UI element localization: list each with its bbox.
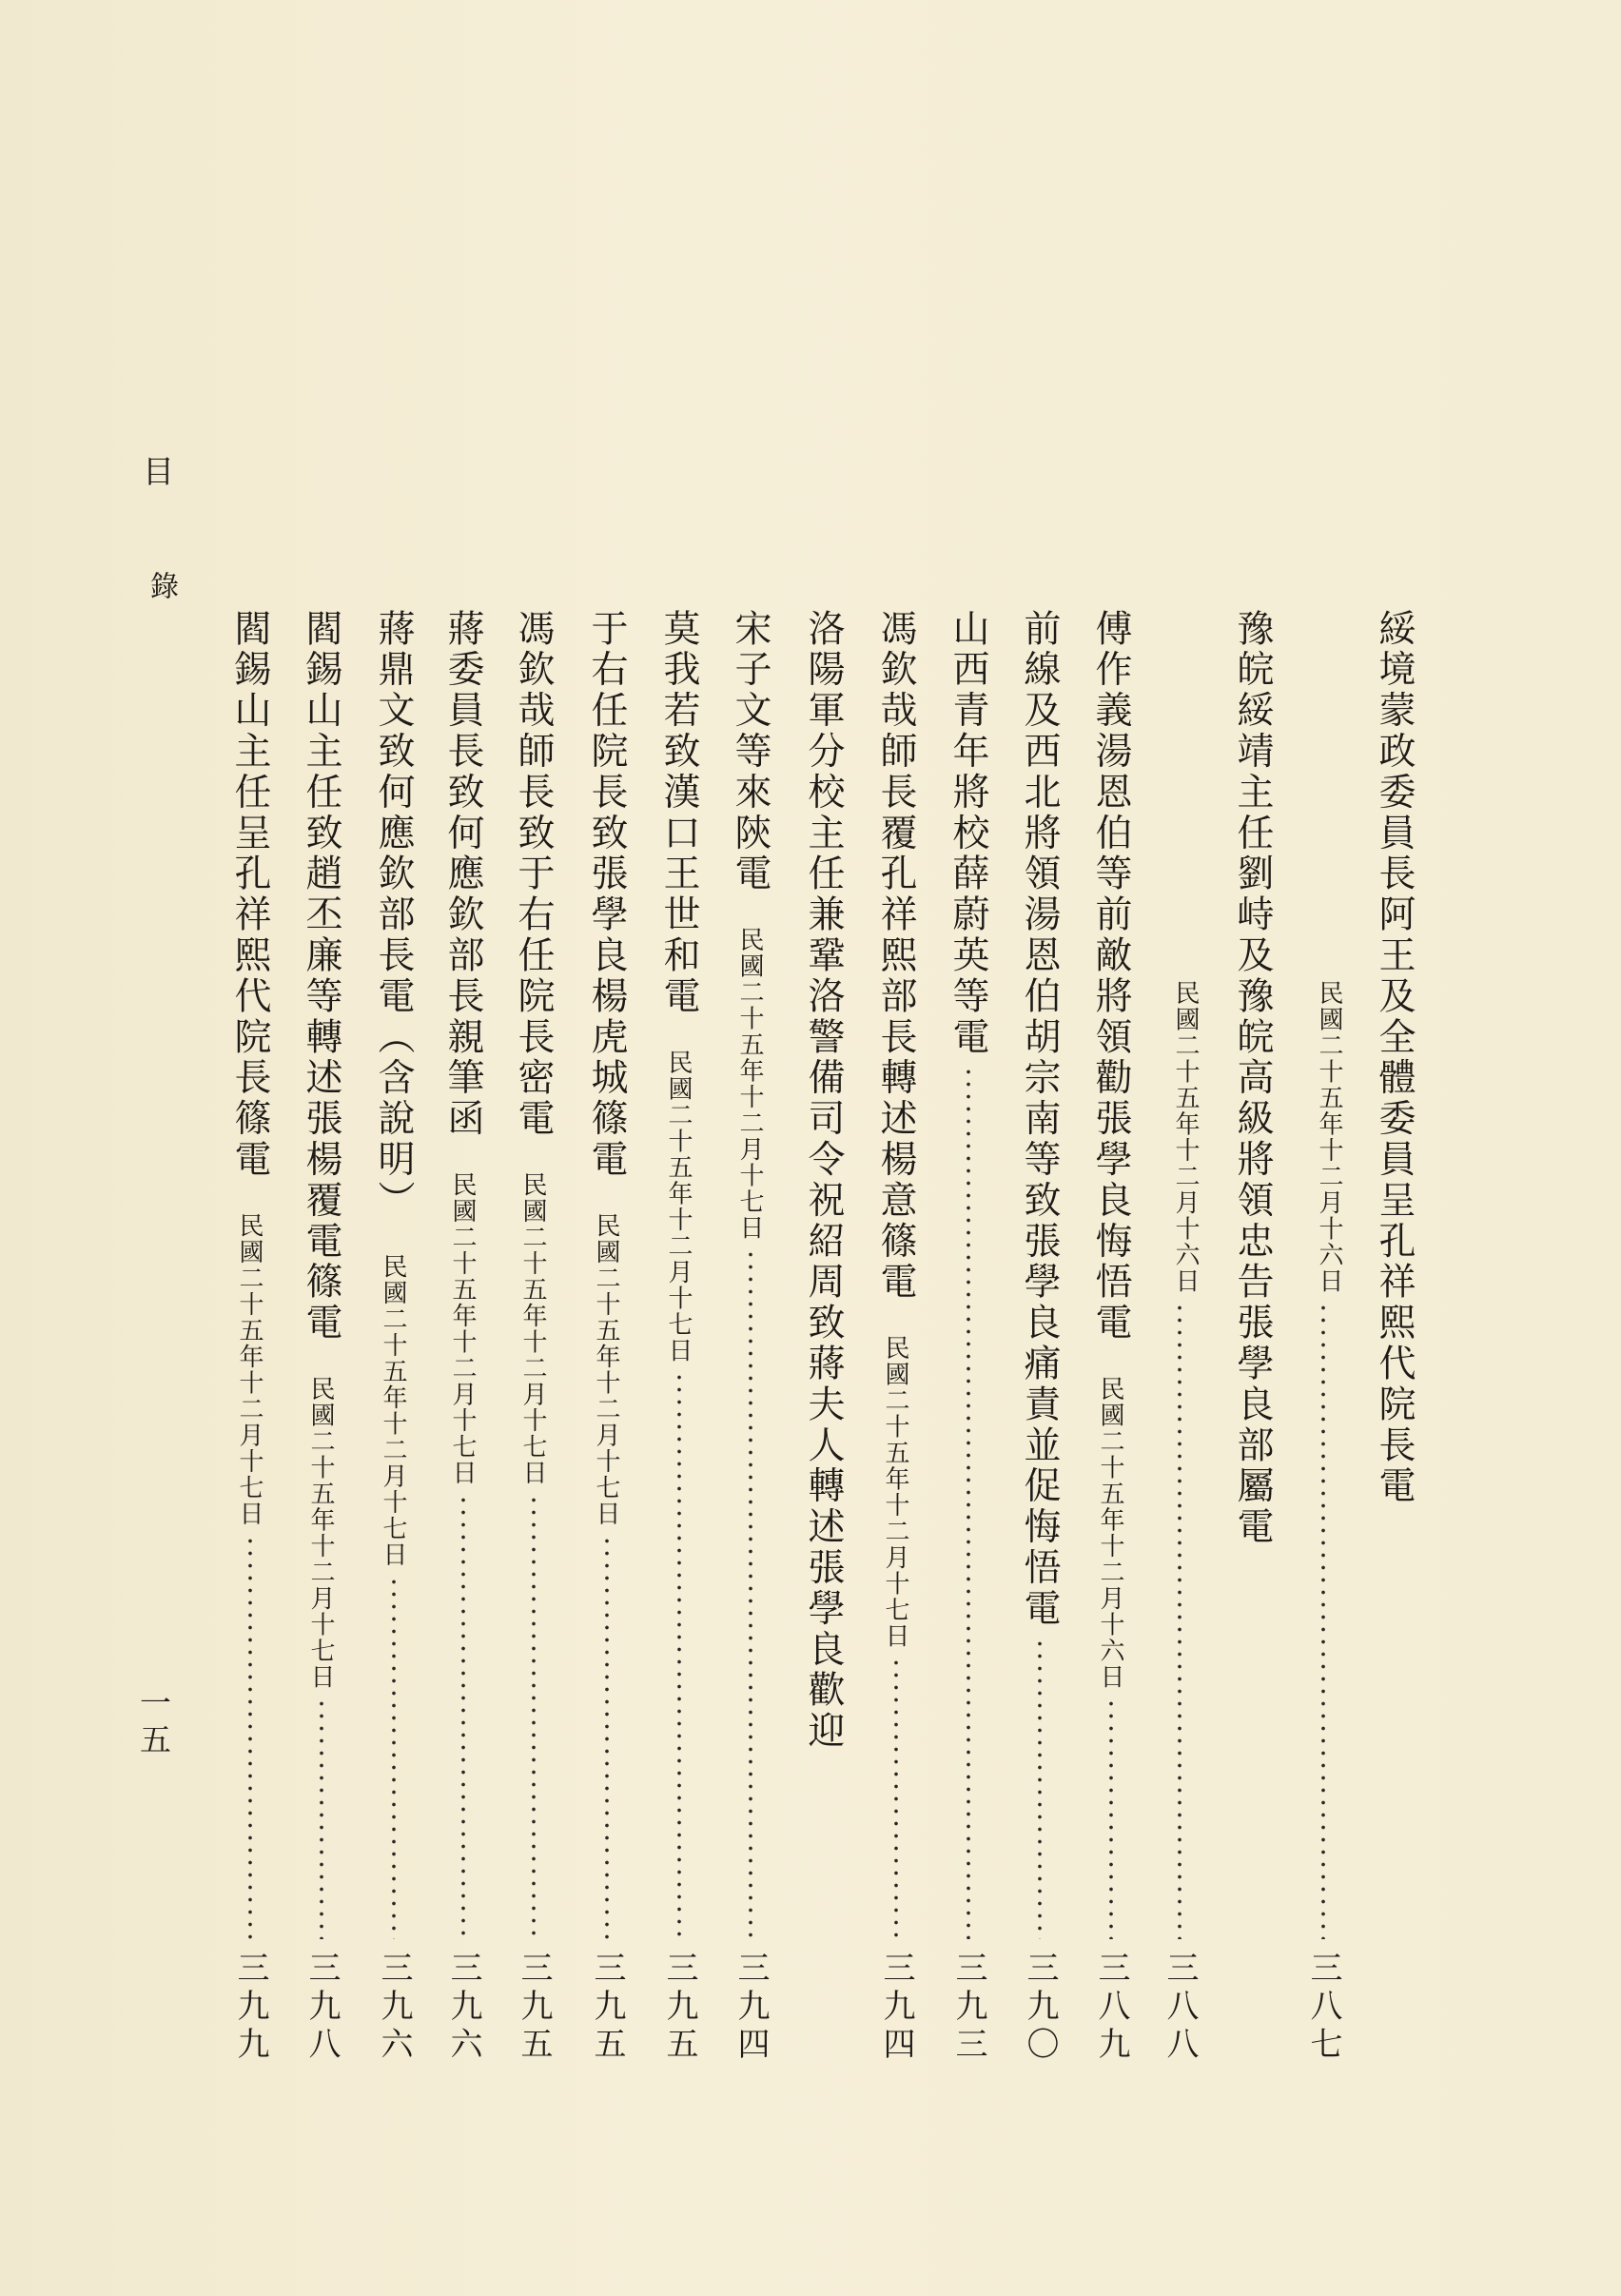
entry-page-number: 三八八 [1161,1951,1199,2065]
entry-line [441,609,484,1486]
entry-page-number: 三九五 [515,1951,553,2065]
leader-dots [247,1535,253,1939]
entry-line [1167,980,1204,1294]
entry-page-number: 三九五 [660,1951,698,2065]
entry-page-number: 三九九 [231,1951,269,2065]
entry-date: 民國二十五年十二月十七日 [664,1050,693,1364]
entry-title: 傅作義湯恩伯等前敵將領勸張學良悔悟電 [1089,609,1132,1344]
entry-title: 于右任院長致張學良楊虎城篠電 [585,609,628,1181]
margin-subtitle: 錄 [145,571,178,613]
leader-dots [531,1494,537,1939]
entry-title: 莫我若致漢口王世和電 [657,609,700,1017]
entry-line [947,609,989,1058]
entry-page-number: 三九四 [877,1951,915,2065]
entry-title: 閻錫山主任呈孔祥熙代院長篠電 [228,609,271,1181]
leader-dots [1037,1638,1043,1939]
entry-page-number: 三八七 [1304,1951,1342,2065]
entry-page-number: 三九五 [588,1951,626,2065]
entry-title: 前線及西北將領湯恩伯胡宗南等致張學良痛責並促悔悟電 [1018,609,1061,1630]
leader-dots [676,1371,682,1939]
entry-line [729,609,771,1242]
entry-title: 馮欽哉師長致于右任院長密電 [512,609,555,1140]
entry-page-number: 三九六 [375,1951,413,2065]
entry-date: 民國二十五年十二月十六日 [1315,980,1343,1294]
entry-line [874,609,917,1650]
entry-line [1373,609,1416,1507]
entry-page-number: 三九〇 [1021,1951,1059,2065]
margin-title: 目 [138,455,175,490]
entry-line [657,609,700,1364]
entry-line [1018,609,1061,1630]
entry-title: 蔣委員長致何應欽部長親筆函 [441,609,484,1140]
entry-line [585,609,628,1527]
leader-dots [748,1248,753,1939]
entry-page-number: 三八九 [1092,1951,1130,2065]
leader-dots [391,1576,397,1939]
entry-title: 馮欽哉師長覆孔祥熙部長轉述楊意篠電 [874,609,917,1304]
leader-dots [604,1535,610,1939]
entry-title: 綏境蒙政委員長阿王及全體委員呈孔祥熙代院長電 [1373,609,1416,1507]
entry-date: 民國二十五年十二月十七日 [881,1335,909,1650]
entry-title: 蔣鼎文致何應欽部長電（含說明） [372,609,415,1222]
entry-line [300,609,342,1691]
entry-line [228,609,271,1527]
entry-date: 民國二十五年十二月十七日 [379,1253,407,1568]
page-number: 一五 [135,1686,172,1760]
leader-dots [966,1066,971,1939]
entry-date: 民國二十五年十二月十七日 [306,1376,335,1691]
leader-dots [893,1657,899,1939]
entry-date: 民國二十五年十二月十六日 [1171,980,1200,1294]
entry-title: 豫皖綏靖主任劉峙及豫皖高級將領忠告張學良部屬電 [1231,609,1274,1548]
leader-dots [319,1697,324,1939]
entry-title: 宋子文等來陝電 [729,609,771,895]
entry-page-number: 三九三 [949,1951,987,2065]
leader-dots [1177,1302,1182,1939]
entry-title: 山西青年將校薛蔚英等電 [947,609,989,1058]
entry-line [372,609,415,1568]
leader-dots [1320,1302,1326,1939]
entry-date: 民國二十五年十二月十六日 [1096,1376,1124,1691]
entry-line [1311,980,1348,1294]
entry-line [1231,609,1274,1548]
entry-date: 民國二十五年十二月十七日 [735,927,764,1242]
leader-dots [460,1494,466,1939]
entry-page-number: 三九四 [732,1951,770,2065]
entry-date: 民國二十五年十二月十七日 [592,1212,620,1527]
entry-date: 民國二十五年十二月十七日 [448,1171,477,1486]
entry-page-number: 三九八 [303,1951,341,2065]
entry-title: 閻錫山主任致趙丕廉等轉述張楊覆電篠電 [300,609,342,1344]
entry-date: 民國二十五年十二月十七日 [518,1171,547,1486]
entry-date: 民國二十五年十二月十七日 [235,1212,264,1527]
entry-line [512,609,555,1486]
entry-page-number: 三九六 [444,1951,482,2065]
leader-dots [1108,1697,1114,1939]
entry-line [1089,609,1132,1691]
entry-line [802,609,845,1753]
entry-title: 洛陽軍分校主任兼鞏洛警備司令祝紹周致蔣夫人轉述張學良歡迎 [802,609,845,1753]
